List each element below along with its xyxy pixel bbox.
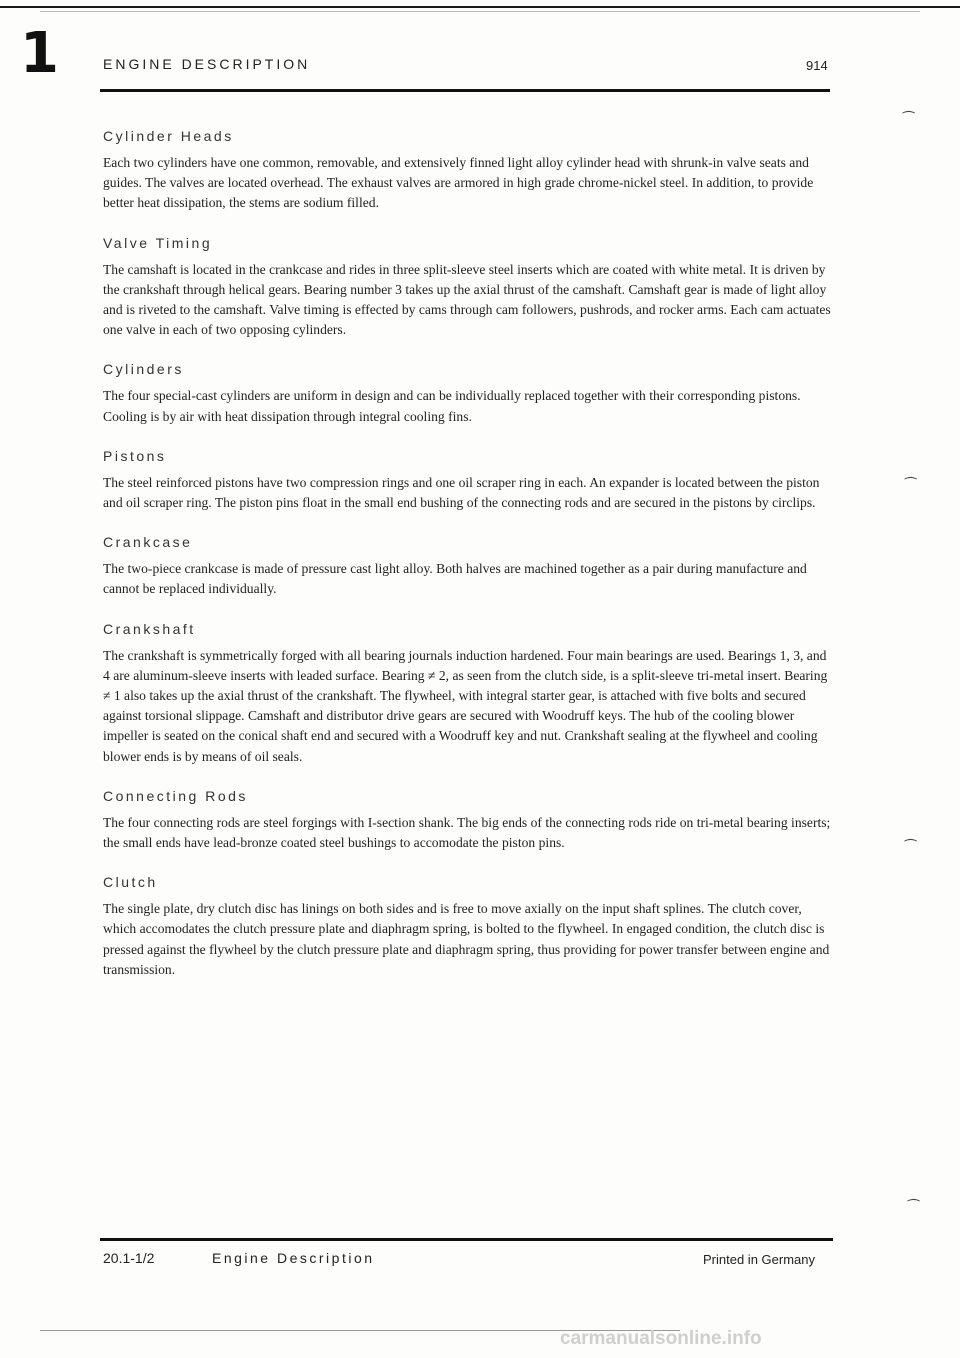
margin-mark: ⁀	[903, 112, 915, 128]
margin-mark: ⁀	[905, 840, 917, 856]
footer-code: 20.1-1/2	[103, 1250, 155, 1266]
section-heading: Crankshaft	[103, 620, 196, 637]
section-heading: Connecting Rods	[103, 787, 248, 804]
header-rule	[100, 89, 830, 92]
section-connecting-rods	[103, 788, 833, 853]
section-body: The single plate, dry clutch disc has linings on both sides and is free to move axially on the input shaft splines. The clutch cover, which accomodates the clutch pressure plate and diaphragm spring, is bolted to the flywheel. In engaged condition, the clutch disc is pressed against the flywheel by the clutch pressure plate and diaphragm spring, thus providing for power transfer between engine and transmission.	[103, 901, 830, 977]
section-clutch	[103, 874, 833, 980]
page-title: ENGINE DESCRIPTION	[103, 56, 311, 72]
section-heading: Crankcase	[103, 534, 193, 551]
section-crankcase	[103, 534, 833, 599]
watermark: carmanualsonline.info	[560, 1328, 762, 1349]
section-heading: Cylinders	[103, 361, 184, 378]
footer-title: Engine Description	[212, 1250, 375, 1266]
page-number: 914	[806, 58, 828, 73]
section-cylinder-heads	[103, 128, 833, 214]
section-valve-timing	[103, 235, 833, 341]
section-body: The four special-cast cylinders are uniform in design and can be individually replaced together with their corresponding pistons. Cooling is by air with heat dissipation through integral cooling fins.	[103, 388, 801, 424]
section-body: The crankshaft is symmetrically forged with all bearing journals induction hardened. Four main bearings are used. Bearings 1, 3, and 4 are aluminum-sleeve inserts with leaded surface. Bearing ≠ 2, as seen from the clutch side, is a split-sleeve tri-metal insert. Bearing ≠ 1 also takes up the axial thrust of the crankshaft. The flywheel, with integral starter gear, is attached with five bolts and secured against torsional slippage. Camshaft and distributor drive gears are secured with Woodruff keys. The hub of the cooling blower impeller is seated on the conical shaft end and secured with a Woodruff key and nut. Crankshaft sealing at the flywheel and cooling blower ends is by means of oil seals.	[103, 647, 828, 764]
section-heading: Pistons	[103, 447, 167, 464]
section-heading: Clutch	[103, 874, 158, 891]
section-body: The two-piece crankcase is made of pressure cast light alloy. Both halves are machined together as a pair during manufacture and cannot be replaced individually.	[103, 561, 807, 597]
section-heading: Cylinder Heads	[103, 128, 234, 144]
footer-rule	[100, 1238, 833, 1241]
section-pistons	[103, 448, 833, 513]
section-crankshaft	[103, 621, 833, 767]
section-number: 1	[20, 21, 59, 86]
section-body: The four connecting rods are steel forgings with I-section shank. The big ends of the connecting rods ride on tri-metal bearing inserts; the small ends have lead-bronze coated steel bushings to accomodate the piston pins.	[103, 814, 831, 851]
margin-mark: ⁀	[908, 1200, 920, 1216]
section-cylinders	[103, 361, 833, 426]
top-edge-rule-faint	[40, 11, 920, 12]
section-body: The steel reinforced pistons have two compression rings and one oil scraper ring in each. An expander is located between the piston and oil scraper ring. The piston pins float in the small end bushing of the connecting rods and are secured in the pistons by circlips.	[103, 474, 820, 511]
section-body: The camshaft is located in the crankcase and rides in three split-sleeve steel inserts which are coated with white metal. It is driven by the crankshaft through helical gears. Bearing number 3 takes up the axial thrust of the camshaft. Camshaft gear is made of light alloy and is riveted to the camshaft. Valve timing is effected by cams through cam followers, pushrods, and rocker arms. Each cam actuates one valve in each of two opposing cylinders.	[103, 261, 831, 338]
top-edge-rule	[0, 6, 960, 8]
footer-printed: Printed in Germany	[703, 1252, 815, 1267]
document-body	[103, 128, 833, 1001]
section-body: Each two cylinders have one common, removable, and extensively finned light alloy cylinder head with shrunk-in valve seats and guides. The valves are located overhead. The exhaust valves are armored in high grade chrome-nickel steel. In addition, to provide better heat dissipation, the stems are sodium filled.	[103, 155, 814, 211]
margin-mark: ⁀	[905, 478, 917, 494]
section-heading: Valve Timing	[103, 234, 213, 251]
